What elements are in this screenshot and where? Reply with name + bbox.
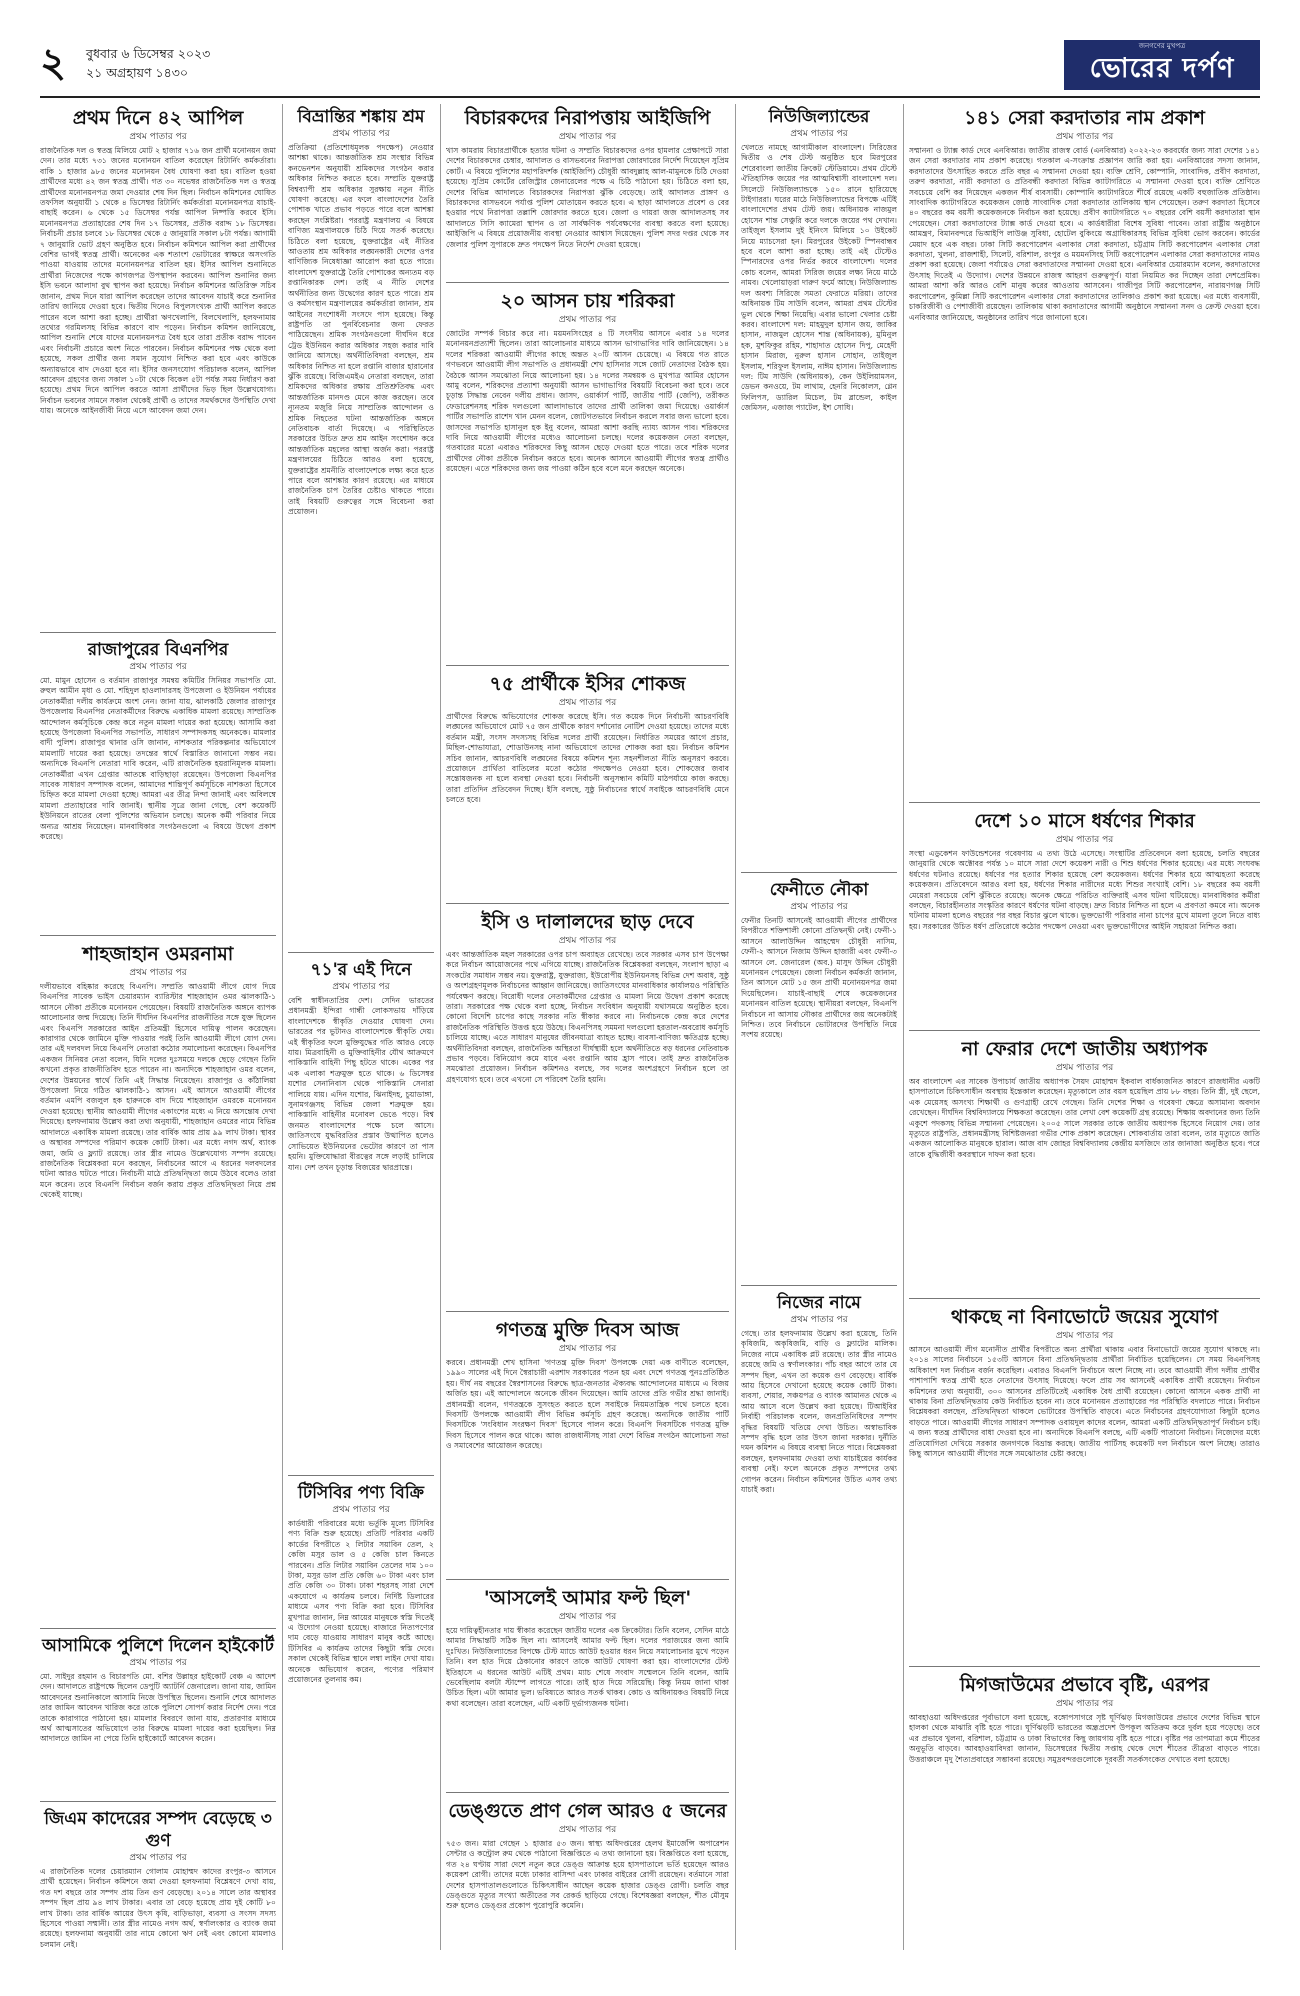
article-body: দলীয়ভাবে বহিষ্কার করেছে বিএনপি। সম্প্রতি আওয়ামী লীগে যোগ দিয়ে বিএনপির সাবেক ভাইস চেয়ারম্যান ব্যারিস্টার শাহজাহান ওমর ঝালকাঠি-১ আসনে নৌকা প্রতীকে মনোনয়ন পেয়েছেন। বিষয়টি রাজনৈতিক অঙ্গনে ব্যাপক আলোচনার জন্ম দিয়েছে। তিনি দীর্ঘদিন বিএনপির রাজনীতির সঙ্গে যুক্ত ছিলেন এবং বিএনপি সরকারের আইন প্রতিমন্ত্রী হিসেবে দায়িত্ব পালন করেছেন। কারাগার থেকে জামিনে মুক্তি পাওয়ার পরই তিনি আওয়ামী লীগে যোগ দেন। তার এই দলবদল নিয়ে বিএনপি নেতারা কঠোর সমালোচনা করেছেন। বিএনপির একজন সিনিয়র নেতা বলেন, যিনি দলের দুঃসময়ে দলকে ছেড়ে গেছেন তিনি কখনো প্রকৃত রাজনীতিবিদ হতে পারেন না। অন্যদিকে শাহজাহান ওমর বলেন, দেশের উন্নয়নের স্বার্থে তিনি এই সিদ্ধান্ত নিয়েছেন। রাজাপুর ও কাঁঠালিয়া উপজেলা নিয়ে গঠিত ঝালকাঠি-১ আসন। এই আসনে আওয়ামী লীগের বর্তমান এমপি বজলুল হক হারুনকে বাদ দিয়ে শাহজাহান ওমরকে মনোনয়ন দেওয়া হয়েছে। স্থানীয় আওয়ামী লীগের একাংশের মধ্যে এ নিয়ে অসন্তোষ দেখা দিয়েছে। হলফনামায় উল্লেখ করা তথ্য অনুযায়ী, শাহজাহান ওমরের নামে বিভিন্ন আদালতে একাধিক মামলা রয়েছে। তার বার্ষিক আয় প্রায় ৯৯ লাখ টাকা। স্থাবর ও অস্থাবর সম্পদের পরিমাণ কয়েক কোটি টাকা। এর মধ্যে নগদ অর্থ, ব্যাংক জমা, জমি ও ফ্ল্যাট রয়েছে। তার স্ত্রীর নামেও উল্লেখযোগ্য সম্পদ রয়েছে। রাজনৈতিক বিশ্লেষকরা মনে করছেন, নির্বাচনের আগে এ ধরনের দলবদলের ঘটনা আরও ঘটতে পারে। নির্বাচনী মাঠে প্রতিদ্বন্দ্বিতা জমে উঠবে বলেও তারা মনে করেন। তবে বিএনপি নির্বাচন বর্জন করায় প্রকৃত প্রতিদ্বন্দ্বিতা নিয়ে প্রশ্ন থেকেই যাচ্ছে। — [40, 982, 276, 1200]
article-body: মো. মামুন হোসেন ও বর্তমান রাজাপুর সমন্বয় কমিটির সিনিয়র সভাপতি মো. রুহুল আমীন মৃধা ও মো. শহিদুল হাওলাদারসহ উপজেলা ও ইউনিয়ন পর্যায়ের নেতাকর্মীরা দলীয় কার্যক্রমে অংশ নেন। জানা যায়, ঝালকাঠি জেলার রাজাপুর উপজেলায় বিএনপির নেতাকর্মীদের বিরুদ্ধে একাধিক মামলা রয়েছে। সাম্প্রতিক আন্দোলন কর্মসূচিকে কেন্দ্র করে নতুন মামলা দায়ের করা হয়েছে। আসামি করা হয়েছে উপজেলা বিএনপির সভাপতি, সাধারণ সম্পাদকসহ অনেককে। মামলার বাদী পুলিশ। রাজাপুর থানার ওসি জানান, নাশকতার পরিকল্পনার অভিযোগে মামলাটি দায়ের করা হয়েছে। তদন্তের স্বার্থে বিস্তারিত জানানো সম্ভব নয়। অন্যদিকে বিএনপি নেতারা দাবি করেন, এটি রাজনৈতিক হয়রানিমূলক মামলা। নেতাকর্মীরা এখন গ্রেপ্তার আতঙ্কে বাড়িছাড়া রয়েছেন। উপজেলা বিএনপির সাবেক সাধারণ সম্পাদক বলেন, আমাদের শান্তিপূর্ণ কর্মসূচিকে নাশকতা হিসেবে চিহ্নিত করে মামলা দেওয়া হচ্ছে। আমরা এর তীব্র নিন্দা জানাই এবং অবিলম্বে মামলা প্রত্যাহারের দাবি জানাই। স্থানীয় সূত্রে জানা গেছে, বেশ কয়েকটি ইউনিয়নে রাতের বেলা পুলিশের অভিযান চলছে। অনেক কর্মী পরিবার নিয়ে অন্যত্র আশ্রয় নিয়েছেন। মানবাধিকার সংগঠনগুলো এ বিষয়ে উদ্বেগ প্রকাশ করেছে। — [40, 676, 276, 842]
article-my-fault — [446, 1582, 729, 1782]
article-body: খাস কামরায় বিচারপ্রার্থীকে হত্যার ঘটনা ও সম্প্রতি বিচারকদের ওপর হামলার প্রেক্ষাপটে সারা দেশের বিচারকদের চেম্বার, আদালত ও বাসভবনের নিরাপত্তা জোরদারের নির্দেশ দিয়েছেন সুপ্রিম কোর্ট। এ বিষয়ে পুলিশের মহাপরিদর্শক (আইজিপি) চৌধুরী আবদুল্লাহ আল-মামুনকে চিঠি দেওয়া হয়েছে। সুপ্রিম কোর্টের রেজিস্ট্রার জেনারেলের পক্ষে এ চিঠি পাঠানো হয়। চিঠিতে বলা হয়, দেশের বিভিন্ন আদালতে বিচারকদের নিরাপত্তা ঝুঁকি বেড়েছে। তাই আদালত প্রাঙ্গণ ও বিচারকদের বাসভবনে পর্যাপ্ত পুলিশ মোতায়েন করতে হবে। এ ছাড়া আদালতে প্রবেশ ও বের হওয়ার পথে নিরাপত্তা তল্লাশি জোরদার করতে হবে। জেলা ও দায়রা জজ আদালতসহ সব আদালতে সিসি ক্যামেরা স্থাপন ও তা সার্বক্ষণিক পর্যবেক্ষণের ব্যবস্থা করতে বলা হয়েছে। আইজিপি এ বিষয়ে প্রয়োজনীয় ব্যবস্থা নেওয়ার আশ্বাস দিয়েছেন। পুলিশ সদর দপ্তর থেকে সব জেলার পুলিশ সুপারকে দ্রুত পদক্ষেপ নিতে নির্দেশ দেওয়া হয়েছে। — [446, 146, 729, 249]
article-high-court — [40, 1631, 276, 1791]
kicker: প্রথম পাতার পর — [1055, 1699, 1114, 1709]
masthead-rule — [40, 96, 1260, 98]
column-2 — [288, 102, 434, 1952]
article-appeals — [40, 102, 276, 622]
divider — [288, 1475, 434, 1476]
masthead — [40, 40, 1260, 90]
article-body: খেলতে নামছে আগামীকাল বাংলাদেশ। সিরিজের দ্বিতীয় ও শেষ টেস্ট অনুষ্ঠিত হবে মিরপুরের শেরেবাংলা জাতীয় ক্রিকেট স্টেডিয়ামে। প্রথম টেস্টে ঐতিহাসিক জয়ের পর আত্মবিশ্বাসী বাংলাদেশ দল। সিলেটে নিউজিল্যান্ডকে ১৫০ রানে হারিয়েছে টাইগাররা। ঘরের মাঠে নিউজিল্যান্ডের বিপক্ষে এটিই বাংলাদেশের প্রথম টেস্ট জয়। অধিনায়ক নাজমুল হোসেন শান্ত সেঞ্চুরি করে দলকে জয়ের পথ দেখান। তাইজুল ইসলাম দুই ইনিংস মিলিয়ে ১০ উইকেট নিয়ে ম্যাচসেরা হন। মিরপুরের উইকেট স্পিনবান্ধব হবে বলে আশা করা হচ্ছে। তাই এই টেস্টেও স্পিনারদের ওপর নির্ভর করবে বাংলাদেশ। দলের কোচ বলেন, আমরা সিরিজ জয়ের লক্ষ্য নিয়ে মাঠে নামব। খেলোয়াড়রা দারুণ ফর্মে আছে। নিউজিল্যান্ড দল অবশ্য সিরিজে সমতা ফেরাতে মরিয়া। তাদের অধিনায়ক টিম সাউদি বলেন, আমরা প্রথম টেস্টের ভুল থেকে শিক্ষা নিয়েছি। এবার ভালো খেলার চেষ্টা করব। বাংলাদেশ দল: মাহমুদুল হাসান জয়, জাকির হাসান, নাজমুল হোসেন শান্ত (অধিনায়ক), মুমিনুল হক, মুশফিকুর রহিম, শাহাদাত হোসেন দিপু, মেহেদী হাসান মিরাজ, নুরুল হাসান সোহান, তাইজুল ইসলাম, শরিফুল ইসলাম, নাঈম হাসান। নিউজিল্যান্ড দল: টিম সাউদি (অধিনায়ক), কেন উইলিয়ামসন, ডেভন কনওয়ে, টম লাথাম, হেনরি নিকোলস, গ্লেন ফিলিপস, ড্যারিল মিচেল, টম ব্লান্ডেল, কাইল জেমিসন, এজাজ প্যাটেল, ইশ সোধি। — [741, 143, 897, 413]
article-body: এ রাজনৈতিক দলের চেয়ারম্যান গোলাম মোহাম্মদ কাদের রংপুর-৩ আসনে প্রার্থী হয়েছেন। নির্বাচন কমিশনে জমা দেওয়া হলফনামা বিশ্লেষণে দেখা যায়, গত দশ বছরে তার সম্পদ প্রায় তিন গুণ বেড়েছে। ২০১৪ সালে তার অস্থাবর সম্পদ ছিল প্রায় ৯৪ লাখ টাকার। এবার তা বেড়ে হয়েছে প্রায় দুই কোটি ৮০ লাখ টাকা। তার বার্ষিক আয়ের উৎস কৃষি, বাড়িভাড়া, ব্যবসা ও সংসদ সদস্য হিসেবে পাওয়া সম্মানী। তার স্ত্রীর নামেও নগদ অর্থ, স্বর্ণালংকার ও ব্যাংক জমা রয়েছে। হলফনামা অনুযায়ী তার নামে কোনো ঋণ নেই এবং কোনো মামলাও চলমান নেই। — [40, 1867, 276, 1949]
article-body: বেশি স্বাধীনতাপ্রিয় দেশ। সেদিন ভারতের প্রধানমন্ত্রী ইন্দিরা গান্ধী লোকসভায় দাঁড়িয়ে বাংলাদেশকে স্বীকৃতি দেওয়ার ঘোষণা দেন। ভারতের পর ভুটানও বাংলাদেশকে স্বীকৃতি দেয়। এই স্বীকৃতির ফলে মুক্তিযুদ্ধের গতি আরও বেড়ে যায়। মিত্রবাহিনী ও মুক্তিবাহিনীর যৌথ আক্রমণে পাকিস্তানি বাহিনী পিছু হটতে থাকে। একের পর এক এলাকা শত্রুমুক্ত হতে থাকে। ৬ ডিসেম্বর যশোর সেনানিবাস থেকে পাকিস্তানি সেনারা পালিয়ে যায়। এদিন যশোর, ঝিনাইদহ, চুয়াডাঙ্গা, সুনামগঞ্জসহ বিভিন্ন জেলা শত্রুমুক্ত হয়। পাকিস্তানি বাহিনীর মনোবল ভেঙে পড়ে। বিশ্ব জনমত বাংলাদেশের পক্ষে চলে আসে। জাতিসংঘে যুদ্ধবিরতির প্রস্তাব উত্থাপিত হলেও সোভিয়েত ইউনিয়নের ভেটোর কারণে তা পাস হয়নি। মুক্তিযোদ্ধারা বীরত্বের সঙ্গে লড়াই চালিয়ে যান। দেশ তখন চূড়ান্ত বিজয়ের দ্বারপ্রান্তে। — [288, 996, 434, 1172]
headline: প্রথম দিনে ৪২ আপিল — [72, 107, 244, 129]
headline: ইসি ও দালালদের ছাড় দেবে — [481, 911, 694, 933]
kicker: প্রথম পাতার পর — [1055, 1331, 1114, 1341]
divider — [446, 1311, 729, 1312]
column-5 — [909, 102, 1260, 1952]
article-body: আসনে আওয়ামী লীগ মনোনীত প্রার্থীর বিপরীতে অন্য প্রার্থীরা থাকায় এবার বিনাভোটে জয়ের সুযোগ থাকছে না। ২০১৪ সালের নির্বাচনে ১৫৩টি আসনে বিনা প্রতিদ্বন্দ্বিতায় প্রার্থীরা নির্বাচিত হয়েছিলেন। সে সময় বিএনপিসহ অধিকাংশ দল নির্বাচন বর্জন করেছিল। এবারও বিএনপি নির্বাচনে অংশ নিচ্ছে না। তবে আওয়ামী লীগ দলীয় প্রার্থীর পাশাপাশি স্বতন্ত্র প্রার্থী হতে নেতাদের উৎসাহ দিয়েছে। ফলে প্রায় সব আসনেই একাধিক প্রার্থী রয়েছেন। নির্বাচন কমিশনের তথ্য অনুযায়ী, ৩০০ আসনের প্রতিটিতেই একাধিক বৈধ প্রার্থী রয়েছেন। কোনো আসনে একক প্রার্থী না থাকায় বিনা প্রতিদ্বন্দ্বিতায় কেউ নির্বাচিত হবেন না। তবে মনোনয়ন প্রত্যাহারের পর পরিস্থিতি বদলাতে পারে। নির্বাচন বিশ্লেষকরা বলছেন, প্রতিদ্বন্দ্বিতা থাকলে ভোটারের উপস্থিতি বাড়বে। এতে নির্বাচনের গ্রহণযোগ্যতা কিছুটা হলেও বাড়তে পারে। আওয়ামী লীগের সাধারণ সম্পাদক ওবায়দুল কাদের বলেন, আমরা একটি প্রতিদ্বন্দ্বিতাপূর্ণ নির্বাচন চাই। এ জন্য স্বতন্ত্র প্রার্থীদের বাধা দেওয়া হবে না। অন্যদিকে বিএনপি বলছে, এটি একটি পাতানো নির্বাচন। নিজেদের মধ্যে প্রতিযোগিতা দেখিয়ে সরকার জনগণকে বিভ্রান্ত করছে। জাতীয় পার্টিসহ কয়েকটি দল নির্বাচনে অংশ নিচ্ছে। তারাও কিছু আসনে আওয়ামী লীগের সঙ্গে সমঝোতার চেষ্টা করছে। — [909, 1345, 1260, 1459]
headline: আসামিকে পুলিশে দিলেন হাইকোর্ট — [42, 1636, 274, 1656]
divider — [446, 1579, 729, 1580]
headline: শাহজাহান ওমরনামা — [82, 943, 234, 965]
column-divider — [282, 104, 283, 1950]
article-body: জোটের সম্পর্ক বিচার করে না। ময়মনসিংহের ৪ টি সংসদীয় আসনে এবার ১৪ দলের মনোনয়নপ্রত্যাশী ছিলেন। তারা আলোচনার মাধ্যমে আসন ভাগাভাগির দাবি জানিয়েছেন। ১৪ দলের শরিকরা আওয়ামী লীগের কাছে অন্তত ২০টি আসন চেয়েছে। এ বিষয়ে গত রাতে গণভবনে আওয়ামী লীগ সভাপতি ও প্রধানমন্ত্রী শেখ হাসিনার সঙ্গে জোট নেতাদের বৈঠক হয়। বৈঠকে আসন সমঝোতা নিয়ে আলোচনা হয়। ১৪ দলের সমন্বয়ক ও মুখপাত্র আমির হোসেন আমু বলেন, শরিকদের প্রত্যাশা অনুযায়ী আসন ভাগাভাগির বিষয়টি বিবেচনা করা হবে। তবে চূড়ান্ত সিদ্ধান্ত নেবেন দলীয় প্রধান। জাসদ, ওয়ার্কার্স পার্টি, জাতীয় পার্টি (জেপি), তরীকত ফেডারেশনসহ শরিক দলগুলো আলাদাভাবে তাদের প্রার্থী তালিকা জমা দিয়েছে। ওয়ার্কার্স পার্টির সভাপতি রাশেদ খান মেনন বলেন, জোটগতভাবে নির্বাচন করলে সবার জন্য ভালো হবে। জাসদের সভাপতি হাসানুল হক ইনু বলেন, আমরা আশা করছি ন্যায্য আসন পাব। শরিকদের দাবি নিয়ে আওয়ামী লীগের মধ্যেও আলোচনা চলছে। দলের কয়েকজন নেতা বলছেন, গতবারের মতো এবারও শরিকদের কিছু আসন ছেড়ে দেওয়া হতে পারে। তবে শরিক দলের প্রার্থীদের নৌকা প্রতীকে নির্বাচন করতে হবে। অনেক আসনে আওয়ামী লীগের স্বতন্ত্র প্রার্থীও রয়েছেন। এতে শরিকদের জন্য জয় পাওয়া কঠিন হবে বলে মনে করছেন অনেকে। — [446, 329, 729, 474]
divider — [446, 665, 729, 666]
date-bangla: ২১ অগ্রহায়ণ ১৪৩০ — [86, 65, 188, 80]
kicker: প্রথম পাতার পর — [558, 1825, 617, 1835]
article-body: অব বাংলাদেশ এর সাবেক উপাচার্য জাতীয় অধ্যাপক সৈয়দ মোহাম্মদ ইকবাল বার্ধক্যজনিত কারণে রাজধানীর একটি হাসপাতালে চিকিৎসাধীন অবস্থায় ইন্তেকাল করেছেন। মৃত্যুকালে তার বয়স হয়েছিল প্রায় ৮৮ বছর। তিনি স্ত্রী, দুই ছেলে, এক মেয়েসহ অসংখ্য শিক্ষার্থী ও গুণগ্রাহী রেখে গেছেন। তিনি দেশের শিক্ষা ও গবেষণা ক্ষেত্রে অসামান্য অবদান রেখেছেন। দীর্ঘদিন বিশ্ববিদ্যালয়ে শিক্ষকতা করেছেন। তার লেখা বেশ কয়েকটি গ্রন্থ রয়েছে। শিক্ষায় অবদানের জন্য তিনি একুশে পদকসহ বিভিন্ন সম্মাননা পেয়েছেন। ২০০৫ সালে সরকার তাকে জাতীয় অধ্যাপক হিসেবে নিয়োগ দেয়। তার মৃত্যুতে রাষ্ট্রপতি, প্রধানমন্ত্রীসহ বিশিষ্টজনরা গভীর শোক প্রকাশ করেছেন। শোকবার্তায় তারা বলেন, তার মৃত্যুতে জাতি একজন আলোকিত মানুষকে হারাল। আজ বাদ জোহর বিশ্ববিদ্যালয় কেন্দ্রীয় মসজিদে তার জানাজা অনুষ্ঠিত হবে। পরে তাকে বুদ্ধিজীবী কবরস্থানে দাফন করা হবে। — [909, 1077, 1260, 1159]
article-body: ফেনীর তিনটি আসনেই আওয়ামী লীগের প্রার্থীদের বিপরীতে শক্তিশালী কোনো প্রতিদ্বন্দ্বী নেই। ফেনী-১ আসনে আলাউদ্দিন আহম্মেদ চৌধুরী নাসিম, ফেনী-২ আসনে নিজাম উদ্দিন হাজারী এবং ফেনী-৩ আসনে লে. জেনারেল (অব.) মাসুদ উদ্দিন চৌধুরী মনোনয়ন পেয়েছেন। জেলা নির্বাচন কর্মকর্তা জানান, তিন আসনে মোট ১৫ জন প্রার্থী মনোনয়নপত্র জমা দিয়েছিলেন। যাচাই-বাছাই শেষে কয়েকজনের মনোনয়ন বাতিল হয়েছে। স্থানীয়রা বলছেন, বিএনপি নির্বাচনে না আসায় নৌকার প্রার্থীদের জয় অনেকটাই নিশ্চিত। তবে নির্বাচনে ভোটারদের উপস্থিতি নিয়ে সংশয় রয়েছে। — [741, 916, 897, 1040]
article-body: রাজনৈতিক দল ও স্বতন্ত্র মিলিয়ে মোট ২ হাজার ৭১৬ জন প্রার্থী মনোনয়ন জমা দেন। তার মধ্যে ৭৩১ জনের মনোনয়ন বাতিল করেছেন রিটার্নিং কর্মকর্তারা। বাকি ১ হাজার ৯৮৫ জনের মনোনয়ন বৈধ ঘোষণা করা হয়। বাতিল হওয়া প্রার্থীদের মধ্যে ৪২ জন স্বতন্ত্র প্রার্থী। গত ৩০ নভেম্বর রাজনৈতিক দল ও স্বতন্ত্র প্রার্থীদের মনোনয়নপত্র জমা দেওয়ার শেষ দিন ছিল। নির্বাচন কমিশনের ঘোষিত তফসিল অনুযায়ী ১ থেকে ৪ ডিসেম্বর রিটার্নিং কর্মকর্তারা মনোনয়নপত্র যাচাই-বাছাই করেন। ৬ থেকে ১৫ ডিসেম্বর পর্যন্ত আপিল নিষ্পত্তি করবে ইসি। মনোনয়নপত্র প্রত্যাহারের শেষ দিন ১৭ ডিসেম্বর, প্রতীক বরাদ্দ ১৮ ডিসেম্বর। নির্বাচনী প্রচার চলবে ১৮ ডিসেম্বর থেকে ৫ জানুয়ারি সকাল ৮টা পর্যন্ত। আগামী ৭ জানুয়ারি ভোট গ্রহণ অনুষ্ঠিত হবে। নির্বাচন কমিশনে আপিল করা প্রার্থীদের বেশির ভাগই স্বতন্ত্র প্রার্থী। অনেকের এক শতাংশ ভোটারের স্বাক্ষরে অসংগতি পাওয়া যাওয়ায় তাদের মনোনয়নপত্র বাতিল হয়। ইসির আপিল শুনানিতে প্রার্থীরা নিজেদের পক্ষে কাগজপত্র উপস্থাপন করবেন। আপিল শুনানির জন্য ইসি ভবনে আলাদা বুথ স্থাপন করা হয়েছে। নির্বাচন কমিশনের অতিরিক্ত সচিব জানান, প্রথম দিনে যারা আপিল করেছেন তাদের আবেদন যাচাই করে শুনানির তারিখ জানিয়ে দেওয়া হবে। দ্বিতীয় দিনেও বিপুলসংখ্যক প্রার্থী আপিল করতে পারেন বলে আশা করা হচ্ছে। প্রার্থীরা ঋণখেলাপি, বিলখেলাপি, হলফনামায় তথ্যের গরমিলসহ বিভিন্ন কারণে বাদ পড়েন। নির্বাচন কমিশন জানিয়েছে, আপিল শুনানি শেষে যাদের মনোনয়নপত্র বৈধ হবে তারা প্রতীক বরাদ্দ পাবেন এবং নির্বাচনী প্রচারে অংশ নিতে পারবেন। নির্বাচন কমিশনের পক্ষ থেকে বলা হয়েছে, সকল প্রার্থীর জন্য সমান সুযোগ নিশ্চিত করা হবে এবং কাউকে অন্যায়ভাবে বাদ দেওয়া হবে না। ইসির জনসংযোগ পরিচালক বলেন, আপিল আবেদন গ্রহণের জন্য সকাল ১০টা থেকে বিকেল ৫টা পর্যন্ত সময় নির্ধারণ করা হয়েছে। প্রথম দিনে আপিল করতে আসা প্রার্থীদের ভিড় ছিল উল্লেখযোগ্য। নির্বাচন ভবনের সামনে সকাল থেকেই প্রার্থী ও তাদের সমর্থকদের উপস্থিতি দেখা যায়। অনেকে আইনজীবী নিয়ে এসে আবেদন জমা দেন। — [40, 146, 276, 416]
kicker: প্রথম পাতার পর — [129, 132, 187, 142]
article-body: হয়ে দায়িত্বহীনতার দায় স্বীকার করেছেন জাতীয় দলের এক ক্রিকেটার। তিনি বলেন, সেদিন মাঠে আমার সিদ্ধান্তটি সঠিক ছিল না। আসলেই আমার ফল্ট ছিল। দলের পরাজয়ের জন্য আমি দুঃখিত। নিউজিল্যান্ডের বিপক্ষে টেস্ট ম্যাচে আউট হওয়ার ধরন নিয়ে সমালোচনার মুখে পড়েন তিনি। বল হাত দিয়ে ঠেকানোর কারণে তাকে আউট ঘোষণা করা হয়। বাংলাদেশের টেস্ট ইতিহাসে এ ধরনের আউট এটিই প্রথম। ম্যাচ শেষে সংবাদ সম্মেলনে তিনি বলেন, আমি ভেবেছিলাম বলটা স্টাম্পে লাগতে পারে। তাই হাত দিয়ে সরিয়েছি। কিন্তু নিয়ম জানা থাকা উচিত ছিল। এটা আমার ভুল। ভবিষ্যতে আরও সতর্ক থাকব। কোচ ও অধিনায়কও বিষয়টি নিয়ে কথা বলেছেন। তারা বলেছেন, এটি একটি দুর্ভাগ্যজনক ঘটনা। — [446, 1626, 729, 1708]
newspaper-logo — [1064, 40, 1260, 90]
article-rape-10-months — [909, 805, 1260, 1020]
headline: থাকছে না বিনাভোটে জয়ের সুযোগ — [950, 1306, 1219, 1328]
kicker: প্রথম পাতার পর — [1055, 1063, 1114, 1073]
article-gm-quader — [40, 1804, 276, 1952]
kicker: প্রথম পাতার পর — [558, 1344, 617, 1354]
article-body: প্রতিক্রিয়া (প্রতিশোধমূলক পদক্ষেপ) নেওয়ার আশঙ্কা থাকে। আন্তর্জাতিক শ্রম সংস্থার বিভিন্ন কনভেনশন অনুযায়ী শ্রমিকদের সংগঠন করার অধিকার নিশ্চিত করতে হবে। সম্প্রতি যুক্তরাষ্ট্র বিশ্বব্যাপী শ্রম অধিকার সুরক্ষায় নতুন নীতি ঘোষণা করেছে। এর ফলে বাংলাদেশের তৈরি পোশাক খাতে প্রভাব পড়তে পারে বলে আশঙ্কা করছেন সংশ্লিষ্টরা। পররাষ্ট্র মন্ত্রণালয় এ বিষয়ে বাণিজ্য মন্ত্রণালয়কে চিঠি দিয়ে সতর্ক করেছে। চিঠিতে বলা হয়েছে, যুক্তরাষ্ট্রের এই নীতির আওতায় শ্রম অধিকার লঙ্ঘনকারী দেশের ওপর বাণিজ্যিক নিষেধাজ্ঞা আরোপ করা হতে পারে। বাংলাদেশ যুক্তরাষ্ট্রে তৈরি পোশাকের অন্যতম বড় রপ্তানিকারক দেশ। তাই এ নীতি দেশের অর্থনীতির জন্য উদ্বেগের কারণ হতে পারে। শ্রম ও কর্মসংস্থান মন্ত্রণালয়ের কর্মকর্তারা জানান, শ্রম আইনের সংশোধনী সংসদে পাস হয়েছে। কিন্তু রাষ্ট্রপতি তা পুনর্বিবেচনার জন্য ফেরত পাঠিয়েছেন। শ্রমিক সংগঠনগুলো দীর্ঘদিন ধরে ট্রেড ইউনিয়ন করার অধিকার সহজ করার দাবি জানিয়ে আসছে। অর্থনীতিবিদরা বলছেন, শ্রম অধিকার নিশ্চিত না হলে রপ্তানি বাজার হারানোর ঝুঁকি রয়েছে। বিজিএমইএ নেতারা বলছেন, তারা শ্রমিকদের অধিকার রক্ষায় প্রতিশ্রুতিবদ্ধ এবং আন্তর্জাতিক মানদণ্ড মেনে কাজ করছেন। তবে ন্যূনতম মজুরি নিয়ে সাম্প্রতিক আন্দোলন ও শ্রমিক নিহতের ঘটনা আন্তর্জাতিক অঙ্গনে নেতিবাচক বার্তা দিয়েছে। এ পরিস্থিতিতে সরকারের উচিত দ্রুত শ্রম আইন সংশোধন করে আন্তর্জাতিক মহলের আস্থা অর্জন করা। পররাষ্ট্র মন্ত্রণালয়ের চিঠিতে আরও বলা হয়েছে, যুক্তরাষ্ট্রের শ্রমনীতি বাংলাদেশকে লক্ষ্য করে হতে পারে বলে আশঙ্কার কারণ রয়েছে। এর মাধ্যমে রাজনৈতিক চাপ তৈরির চেষ্টাও থাকতে পারে। তাই বিষয়টি গুরুত্বের সঙ্গে বিবেচনা করা প্রয়োজন। — [288, 143, 434, 517]
kicker: প্রথম পাতার পর — [129, 968, 187, 978]
headline: ৭৫ প্রার্থীকে ইসির শোকজ — [489, 673, 686, 695]
headline: নিউজিল্যান্ডের — [768, 107, 870, 127]
article-democracy-day — [446, 1314, 729, 1569]
article-new-zealand — [741, 102, 897, 862]
headline: 'আসলেই আমার ফল্ট ছিল' — [483, 1587, 692, 1609]
article-body: কার্ডধারী পরিবারের মধ্যে ভর্তুকি মূল্যে টিসিবির পণ্য বিক্রি শুরু হয়েছে। প্রতিটি পরিবার একটি কার্ডের বিপরীতে ২ লিটার সয়াবিন তেল, ২ কেজি মসুর ডাল ও ৫ কেজি চাল কিনতে পারবেন। প্রতি লিটার সয়াবিন তেলের দাম ১০০ টাকা, মসুর ডাল প্রতি কেজি ৬০ টাকা এবং চাল প্রতি কেজি ৩০ টাকা। ঢাকা শহরসহ সারা দেশে একযোগে এ কার্যক্রম চলবে। নির্দিষ্ট ডিলারের মাধ্যমে এসব পণ্য বিক্রি করা হবে। টিসিবির মুখপাত্র জানান, নিম্ন আয়ের মানুষকে স্বস্তি দিতেই এ উদ্যোগ নেওয়া হয়েছে। বাজারে নিত্যপণ্যের দাম বেড়ে যাওয়ায় সাধারণ মানুষ কষ্টে আছে। টিসিবির এ কার্যক্রম তাদের কিছুটা স্বস্তি দেবে। সকাল থেকেই বিভিন্ন স্থানে লম্বা লাইন দেখা যায়। অনেকে অভিযোগ করেন, পণ্যের পরিমাণ প্রয়োজনের তুলনায় কম। — [288, 1519, 434, 1685]
article-rajapur — [40, 635, 276, 925]
kicker: প্রথম পাতার পর — [790, 1315, 848, 1325]
kicker: প্রথম পাতার পর — [790, 129, 848, 139]
divider — [909, 1030, 1260, 1031]
article-body: সম্মাননা ও ট্যাক্স কার্ড দেবে এনবিআর। জাতীয় রাজস্ব বোর্ড (এনবিআর) ২০২২-২৩ করবর্ষের জন্য সারা দেশের ১৪১ জন সেরা করদাতার নাম প্রকাশ করেছে। গতকাল এ-সংক্রান্ত প্রজ্ঞাপন জারি করা হয়। এনবিআরের সদস্য জানান, করদাতাদের উৎসাহিত করতে প্রতি বছর এ সম্মাননা দেওয়া হয়। ব্যক্তি শ্রেণি, কোম্পানি, সাংবাদিক, প্রবীণ করদাতা, তরুণ করদাতা, নারী করদাতা ও প্রতিবন্ধী করদাতা বিভিন্ন ক্যাটাগরিতে এ সম্মাননা দেওয়া হবে। ব্যক্তি শ্রেণিতে সবচেয়ে বেশি কর দিয়েছেন একজন শীর্ষ ব্যবসায়ী। কোম্পানি ক্যাটাগরিতে শীর্ষে রয়েছে একটি বহুজাতিক প্রতিষ্ঠান। সাংবাদিক ক্যাটাগরিতে কয়েকজন জ্যেষ্ঠ সাংবাদিক সেরা করদাতার তালিকায় স্থান পেয়েছেন। তরুণ করদাতা হিসেবে ৪০ বছরের কম বয়সী কয়েকজনকে নির্বাচন করা হয়েছে। প্রবীণ ক্যাটাগরিতে ৭০ বছরের বেশি বয়সী করদাতারা স্থান পেয়েছেন। সেরা করদাতাদের ট্যাক্স কার্ড দেওয়া হবে। এ কার্ডধারীরা বিশেষ সুবিধা পাবেন। তারা রাষ্ট্রীয় অনুষ্ঠানে আমন্ত্রণ, বিমানবন্দরে ভিআইপি লাউঞ্জ সুবিধা, হোটেল বুকিংয়ে অগ্রাধিকারসহ বিভিন্ন সুবিধা ভোগ করবেন। কার্ডের মেয়াদ হবে এক বছর। ঢাকা সিটি করপোরেশন এলাকার সেরা করদাতা, চট্টগ্রাম সিটি করপোরেশন এলাকার সেরা করদাতা, খুলনা, রাজশাহী, সিলেট, বরিশাল, রংপুর ও ময়মনসিংহ সিটি করপোরেশন এলাকার সেরা করদাতাদের নামও প্রকাশ করা হয়েছে। জেলা পর্যায়েও সেরা করদাতাদের সম্মাননা দেওয়া হবে। এনবিআর চেয়ারম্যান বলেন, করদাতাদের উৎসাহ দিতেই এ উদ্যোগ। দেশের উন্নয়নে রাজস্ব আহরণ গুরুত্বপূর্ণ। যারা নিয়মিত কর দিচ্ছেন তারা দেশপ্রেমিক। আমরা আশা করি আরও বেশি মানুষ করের আওতায় আসবেন। গাজীপুর সিটি করপোরেশন, নারায়ণগঞ্জ সিটি করপোরেশন, কুমিল্লা সিটি করপোরেশন এলাকার সেরা করদাতাদের তালিকাও প্রকাশ করা হয়েছে। এর মধ্যে ব্যবসায়ী, চাকরিজীবী ও পেশাজীবী রয়েছেন। তালিকায় থাকা করদাতাদের আগামী অনুষ্ঠানে সম্মাননা সনদ ও ক্রেস্ট দেওয়া হবে। এনবিআর জানিয়েছে, অনুষ্ঠানের তারিখ পরে জানানো হবে। — [909, 146, 1260, 322]
kicker: প্রথম পাতার পর — [1055, 835, 1114, 845]
date-gregorian: বুধবার ৬ ডিসেম্বর ২০২৩ — [86, 46, 211, 61]
headline: জিএম কাদেরের সম্পদ বেড়েছে ৩ গুণ — [44, 1809, 272, 1851]
headline: নিজের নামে — [777, 1293, 861, 1313]
article-top-taxpayers — [909, 102, 1260, 792]
headline: দেশে ১০ মাসে ধর্ষণের শিকার — [974, 810, 1195, 832]
column-3 — [446, 102, 729, 1952]
headline: ডেঙ্গুতে প্রাণ গেল আরও ৫ জনের — [448, 1800, 727, 1822]
divider — [909, 1666, 1260, 1667]
divider — [40, 935, 276, 936]
article-71-this-day — [288, 955, 434, 1465]
column-4 — [741, 102, 897, 1952]
article-20-seats — [446, 285, 729, 655]
divider — [288, 952, 434, 953]
headline: বিচারকদের নিরাপত্তায় আইজিপি — [464, 107, 711, 129]
divider — [741, 872, 897, 873]
article-national-professor — [909, 1033, 1260, 1288]
article-ec-brokers — [446, 906, 729, 1301]
kicker: প্রথম পাতার পর — [558, 315, 617, 325]
article-judges-security — [446, 102, 729, 272]
article-body: আবহাওয়া অধিদপ্তরের পূর্বাভাসে বলা হয়েছে, বঙ্গোপসাগরে সৃষ্ট ঘূর্ণিঝড় মিগজাউমের প্রভাবে দেশের বিভিন্ন স্থানে হালকা থেকে মাঝারি বৃষ্টি হতে পারে। ঘূর্ণিঝড়টি ভারতের অন্ধ্রপ্রদেশ উপকূল অতিক্রম করে দুর্বল হয়ে পড়েছে। তবে এর প্রভাবে খুলনা, বরিশাল, চট্টগ্রাম ও ঢাকা বিভাগের কিছু জায়গায় বৃষ্টি হতে পারে। বৃষ্টির পর তাপমাত্রা কমে শীতের অনুভূতি বাড়বে। আবহাওয়াবিদরা জানান, ডিসেম্বরের দ্বিতীয় সপ্তাহ থেকে দেশে শীতের তীব্রতা বাড়তে পারে। উত্তরাঞ্চলে মৃদু শৈত্যপ্রবাহের সম্ভাবনা রয়েছে। সমুদ্রবন্দরগুলোকে দূরবর্তী সতর্কসংকেত দেখাতে বলা হয়েছে। — [909, 1713, 1260, 1764]
column-1 — [40, 102, 276, 1952]
page-number: ২ — [40, 40, 67, 86]
divider — [741, 1285, 897, 1286]
divider — [40, 1801, 276, 1802]
column-divider — [440, 104, 441, 1950]
kicker: প্রথম পাতার পর — [332, 982, 390, 992]
logo-name: ভোরের দর্পণ — [1089, 53, 1235, 84]
kicker: প্রথম পাতার পর — [129, 1658, 187, 1668]
article-no-uncontested — [909, 1301, 1260, 1656]
column-divider — [903, 104, 904, 1950]
column-divider — [735, 104, 736, 1950]
divider — [909, 1298, 1260, 1299]
article-body: গেছে। তার হলফনামায় উল্লেখ করা হয়েছে, তিনি কৃষিজমি, অকৃষিজমি, বাড়ি ও ফ্ল্যাটের মালিক। নিজের নামে একাধিক প্লট রয়েছে। তার স্ত্রীর নামেও রয়েছে জমি ও স্বর্ণালংকার। পাঁচ বছর আগে তার যে সম্পদ ছিল, এখন তা কয়েক গুণ বেড়েছে। বার্ষিক আয় হিসেবে দেখানো হয়েছে কয়েক কোটি টাকা। ব্যবসা, শেয়ার, সঞ্চয়পত্র ও ব্যাংক আমানত থেকে এ আয় আসে বলে উল্লেখ করা হয়েছে। টিআইবির নির্বাহী পরিচালক বলেন, জনপ্রতিনিধিদের সম্পদ বৃদ্ধির বিষয়টি খতিয়ে দেখা উচিত। অস্বাভাবিক সম্পদ বৃদ্ধি হলে তার উৎস জানা দরকার। দুর্নীতি দমন কমিশন এ বিষয়ে ব্যবস্থা নিতে পারে। বিশ্লেষকরা বলছেন, হলফনামায় দেওয়া তথ্য যাচাইয়ের কার্যকর ব্যবস্থা নেই। ফলে অনেকে প্রকৃত সম্পদের তথ্য গোপন করেন। নির্বাচন কমিশনের উচিত এসব তথ্য যাচাই করা। — [741, 1329, 897, 1495]
divider — [446, 903, 729, 904]
article-ec-showcause — [446, 668, 729, 893]
kicker: প্রথম পাতার পর — [129, 1853, 187, 1863]
headline: ১৪১ সেরা করদাতার নাম প্রকাশ — [964, 107, 1205, 129]
headline: বিভ্রান্তির শঙ্কায় শ্রম — [297, 107, 425, 127]
article-shahjahan — [40, 938, 276, 1618]
headline: রাজাপুরের বিএনপির — [87, 640, 229, 660]
article-feni-boat — [741, 875, 897, 1275]
headline: গণতন্ত্র মুক্তি দিবস আজ — [495, 1319, 680, 1341]
article-own-name — [741, 1288, 897, 1938]
article-body: এবং আন্তর্জাতিক মহল সরকারের ওপর চাপ অব্যাহত রেখেছে। তবে সরকার এসব চাপ উপেক্ষা করে নির্বাচন আয়োজনের পথে এগিয়ে যাচ্ছে। রাজনৈতিক বিশ্লেষকরা বলছেন, সংলাপ ছাড়া এ সংকটের সমাধান সম্ভব নয়। যুক্তরাষ্ট্র, যুক্তরাজ্য, ইউরোপীয় ইউনিয়নসহ বিভিন্ন দেশ অবাধ, সুষ্ঠু ও অংশগ্রহণমূলক নির্বাচনের আহ্বান জানিয়েছে। জাতিসংঘের মানবাধিকার কার্যালয়ও পরিস্থিতি পর্যবেক্ষণ করছে। বিরোধী দলের নেতাকর্মীদের গ্রেপ্তার ও মামলা নিয়ে উদ্বেগ প্রকাশ করেছে তারা। সরকারের পক্ষ থেকে বলা হচ্ছে, নির্বাচন সংবিধান অনুযায়ী যথাসময়ে অনুষ্ঠিত হবে। কোনো বিদেশি চাপের কাছে সরকার নতি স্বীকার করবে না। নির্বাচনকে কেন্দ্র করে দেশের রাজনৈতিক পরিস্থিতি উত্তপ্ত হয়ে উঠছে। বিএনপিসহ সমমনা দলগুলো হরতাল-অবরোধ কর্মসূচি চালিয়ে যাচ্ছে। এতে সাধারণ মানুষের জীবনযাত্রা ব্যাহত হচ্ছে। ব্যবসা-বাণিজ্য ক্ষতিগ্রস্ত হচ্ছে। অর্থনীতিবিদরা বলছেন, রাজনৈতিক অস্থিরতা দীর্ঘস্থায়ী হলে অর্থনীতিতে বড় ধরনের নেতিবাচক প্রভাব পড়বে। বিনিয়োগ কমে যাবে এবং রপ্তানি আয় হ্রাস পাবে। তাই দ্রুত রাজনৈতিক সমঝোতা প্রয়োজন। নির্বাচন কমিশনও বলছে, সব দলের অংশগ্রহণে নির্বাচন হলে তা গ্রহণযোগ্য হবে। তবে এখনো সে পরিবেশ তৈরি হয়নি। — [446, 950, 729, 1084]
headline: ২০ আসন চায় শরিকরা — [500, 290, 675, 312]
kicker: প্রথম পাতার পর — [790, 902, 848, 912]
article-body: করবে। প্রধানমন্ত্রী শেখ হাসিনা 'গণতন্ত্র মুক্তি দিবস' উপলক্ষে দেয়া এক বাণীতে বলেছেন, ১৯৯০ সালের এই দিনে স্বৈরাচারী এরশাদ সরকারের পতন হয় এবং দেশে গণতন্ত্র পুনঃপ্রতিষ্ঠিত হয়। দীর্ঘ নয় বছরের স্বৈরশাসনের বিরুদ্ধে ছাত্র-জনতার ঐক্যবদ্ধ আন্দোলনের মাধ্যমে এ বিজয় অর্জিত হয়। এই আন্দোলনে অনেকে জীবন দিয়েছেন। আমি তাদের প্রতি গভীর শ্রদ্ধা জানাই। প্রধানমন্ত্রী বলেন, গণতন্ত্রকে সুসংহত করতে হলে সবাইকে নিয়মতান্ত্রিক পথে চলতে হবে। দিবসটি উপলক্ষে আওয়ামী লীগ বিভিন্ন কর্মসূচি গ্রহণ করেছে। অন্যদিকে জাতীয় পার্টি দিবসটিকে 'সংবিধান সংরক্ষণ দিবস' হিসেবে পালন করে। বিএনপি দিবসটিকে গণতন্ত্র মুক্তি দিবস হিসেবে পালন করে থাকে। আজ রাজধানীসহ সারা দেশে বিভিন্ন সংগঠন আলোচনা সভা ও সমাবেশের আয়োজন করেছে। — [446, 1358, 729, 1451]
divider — [446, 282, 729, 283]
headline: টিসিবির পণ্য বিক্রি — [298, 1483, 424, 1503]
date-block — [86, 44, 210, 82]
article-body: সংস্থা এডুকেশন ফাউন্ডেশনের গবেষণায় এ তথ্য উঠে এসেছে। সংস্থাটির প্রতিবেদনে বলা হয়েছে, চলতি বছরের জানুয়ারি থেকে অক্টোবর পর্যন্ত ১০ মাসে সারা দেশে কয়েকশ নারী ও শিশু ধর্ষণের শিকার হয়েছে। এর মধ্যে সংঘবদ্ধ ধর্ষণের ঘটনাও রয়েছে। ধর্ষণের পর হত্যার শিকার হয়েছে বেশ কয়েকজন। ধর্ষণের শিকার হয়ে আত্মহত্যা করেছে কয়েকজন। প্রতিবেদনে আরও বলা হয়, ধর্ষণের শিকার নারীদের মধ্যে শিশুর সংখ্যাই বেশি। ১৮ বছরের কম বয়সী মেয়েরা সবচেয়ে বেশি ঝুঁকিতে রয়েছে। অনেক ক্ষেত্রে পরিচিত ব্যক্তিরাই এসব ঘটনা ঘটিয়েছে। মানবাধিকার কর্মীরা বলছেন, বিচারহীনতার সংস্কৃতির কারণে ধর্ষণের ঘটনা বাড়ছে। দ্রুত বিচার নিশ্চিত না হলে এ প্রবণতা কমবে না। অনেক ঘটনায় মামলা হলেও বছরের পর বছর বিচার ঝুলে থাকে। ভুক্তভোগী পরিবার নানা চাপের মুখে মামলা তুলে নিতে বাধ্য হয়। সরকারের উচিত ধর্ষণ প্রতিরোধে কঠোর পদক্ষেপ নেওয়া এবং ভুক্তভোগীদের আইনি সহায়তা নিশ্চিত করা। — [909, 849, 1260, 931]
headline: ৭১'র এই দিনে — [310, 960, 412, 980]
logo-tagline: জনগণের মুখপত্র — [1138, 42, 1186, 50]
article-labour — [288, 102, 434, 942]
kicker: প্রথম পাতার পর — [129, 662, 187, 672]
article-dengue — [446, 1795, 729, 1952]
article-body: প্রার্থীদের বিরুদ্ধে অভিযোগের শোকজ করেছে ইসি। গত কয়েক দিনে নির্বাচনী আচরণবিধি লঙ্ঘনের অভিযোগে মোট ৭৫ জন প্রার্থীকে কারণ দর্শানোর নোটিশ দেওয়া হয়েছে। তাদের মধ্যে বর্তমান মন্ত্রী, সংসদ সদস্যসহ বিভিন্ন দলের প্রার্থী রয়েছেন। নির্ধারিত সময়ের আগে প্রচার, মিছিল-শোভাযাত্রা, শোডাউনসহ নানা অভিযোগে তাদের শোকজ করা হয়। নির্বাচন কমিশন সচিব জানান, আচরণবিধি লঙ্ঘনের বিষয়ে কমিশন শূন্য সহনশীলতা নীতি অনুসরণ করবে। প্রয়োজনে প্রার্থিতা বাতিলের মতো কঠোর পদক্ষেপও নেওয়া হবে। শোকজের জবাব সন্তোষজনক না হলে ব্যবস্থা নেওয়া হবে। নির্বাচনী অনুসন্ধান কমিটি মাঠপর্যায়ে কাজ করছে। তারা প্রতিদিন প্রতিবেদন দিচ্ছে। ইসি বলছে, সুষ্ঠু নির্বাচনের স্বার্থে সবাইকে আচরণবিধি মেনে চলতে হবে। — [446, 712, 729, 805]
article-body: ৭৫৩ জন। মারা গেছেন ১ হাজার ৫৩ জন। স্বাস্থ্য অধিদপ্তরের হেলথ ইমার্জেন্সি অপারেশন সেন্টার ও কন্ট্রোল রুম থেকে পাঠানো বিজ্ঞপ্তিতে এ তথ্য জানানো হয়। বিজ্ঞপ্তিতে বলা হয়েছে, গত ২৪ ঘণ্টায় সারা দেশে নতুন করে ডেঙ্গু আক্রান্ত হয়ে হাসপাতালে ভর্তি হয়েছেন আরও কয়েকশ রোগী। তাদের মধ্যে ঢাকার বাসিন্দা এবং ঢাকার বাইরের রোগী রয়েছেন। বর্তমানে সারা দেশের হাসপাতালগুলোতে চিকিৎসাধীন আছেন কয়েক হাজার ডেঙ্গু রোগী। চলতি বছর ডেঙ্গুতে মৃত্যুর সংখ্যা অতীতের সব রেকর্ড ছাড়িয়ে গেছে। বিশেষজ্ঞরা বলছেন, শীত মৌসুম শুরু হলেও ডেঙ্গুর প্রকোপ পুরোপুরি কমেনি। — [446, 1839, 729, 1911]
kicker: প্রথম পাতার পর — [332, 129, 390, 139]
article-body: মো. সাইদুর রহমান ও বিচারপতি মো. বশির উল্লাহর হাইকোর্ট বেঞ্চ এ আদেশ দেন। আদালতে রাষ্ট্রপক্ষে ছিলেন ডেপুটি অ্যাটর্নি জেনারেল। জানা যায়, জামিন আবেদনের শুনানিকালে আসামি নিজে উপস্থিত ছিলেন। শুনানি শেষে আদালত তার জামিন আবেদন খারিজ করে তাকে পুলিশে সোপর্দ করার নির্দেশ দেন। পরে তাকে কারাগারে পাঠানো হয়। মামলার বিবরণে জানা যায়, প্রতারণার মাধ্যমে অর্থ আত্মসাতের অভিযোগে তার বিরুদ্ধে মামলা দায়ের করা হয়েছিল। নিম্ন আদালতে জামিন না পেয়ে তিনি হাইকোর্টে আবেদন করেন। — [40, 1672, 276, 1744]
kicker: প্রথম পাতার পর — [558, 132, 617, 142]
divider — [40, 632, 276, 633]
kicker: প্রথম পাতার পর — [1055, 132, 1114, 142]
kicker: প্রথম পাতার পর — [558, 698, 617, 708]
headline: ফেনীতে নৌকা — [769, 880, 869, 900]
divider — [446, 1792, 729, 1793]
headline: মিগজাউমের প্রভাবে বৃষ্টি, এরপর — [959, 1674, 1210, 1696]
article-michaung-rain — [909, 1669, 1260, 1952]
kicker: প্রথম পাতার পর — [558, 1612, 617, 1622]
divider — [909, 802, 1260, 803]
kicker: প্রথম পাতার পর — [332, 1505, 390, 1515]
kicker: প্রথম পাতার পর — [558, 936, 617, 946]
article-tcb — [288, 1478, 434, 1938]
headline: না ফেরার দেশে জাতীয় অধ্যাপক — [961, 1038, 1208, 1060]
divider — [40, 1628, 276, 1629]
